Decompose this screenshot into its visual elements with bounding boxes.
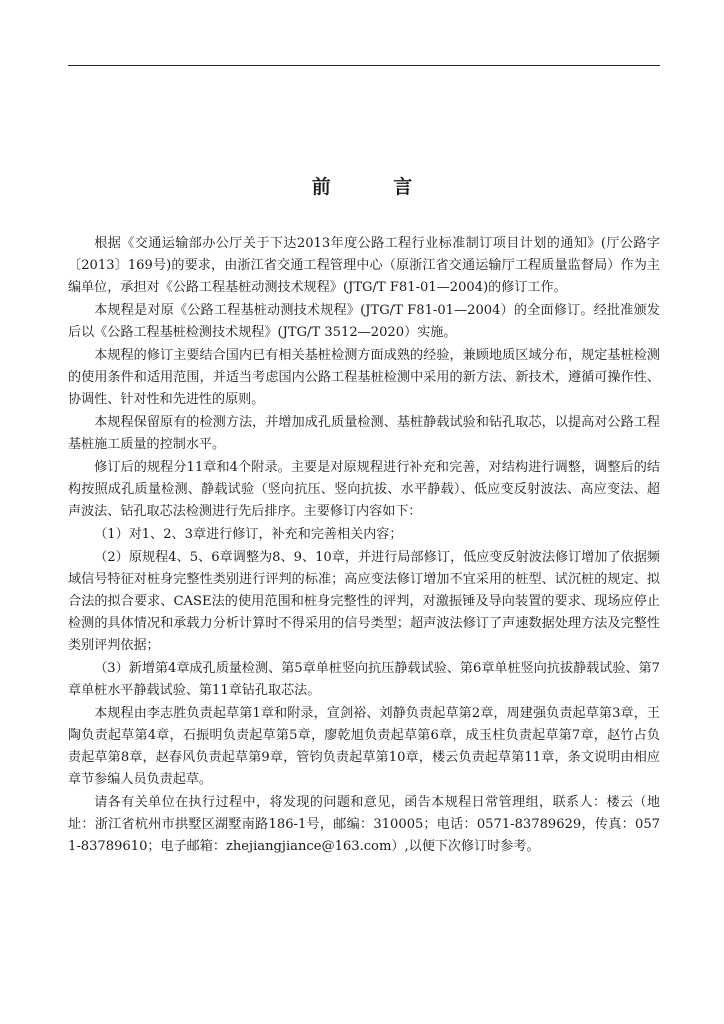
list-item-2: （2）原规程4、5、6章调整为8、9、10章，并进行局部修订，低应变反射波法修订增加了依据频域信号特征对桩身完整性类别进行评判的标准；高应变法修订增加不宜采用的桩型、试沉桩的规定、拟合法的拟合要求、CASE法的使用范围和桩身完整性的评判，对激振锤及导向装置的要求、现场应停止检测的具体情况和承载力分析计算时不得采用的信号类型；超声波法修订了声速数据处理方法及完整性类别评判依据； [68,550,660,653]
page-title: 前 言 [311,176,441,198]
paragraph-3: 本规程的修订主要结合国内已有相关基桩检测方面成熟的经验，兼顾地质区域分布，规定基桩检测的使用条件和适用范围，并适当考虑国内公路工程基桩检测中采用的新方法、新技术，遵循可操作性、协调性、针对性和先进性的原则。 [68,348,660,407]
paragraph-2: 本规程是对原《公路工程基桩动测技术规程》(JTG/T F81-01—2004）的全面修订。经批准颁发后以《公路工程基桩检测技术规程》(JTG/T 3512—2020）实施。 [68,303,660,340]
list-item-3: （3）新增第4章成孔质量检测、第5章单桩竖向抗压静载试验、第6章单桩竖向抗拔静载试验、第7章单桩水平静载试验、第11章钻孔取芯法。 [68,661,660,698]
paragraph-1: 根据《交通运输部办公厅关于下达2013年度公路工程行业标准制订项目计划的通知》(厅公路字〔2013〕169号)的要求，由浙江省交通工程管理中心（原浙江省交通运输厅工程质量监督局）作为主编单位，承担对《公路工程基桩动测技术规程》(JTG/T F81-01—2004)的修订工作。 [68,236,660,295]
paragraph-4: 本规程保留原有的检测方法，并增加成孔质量检测、基桩静载试验和钻孔取芯，以提高对公路工程基桩施工质量的控制水平。 [68,415,660,452]
paragraph-5: 修订后的规程分11章和4个附录。主要是对原规程进行补充和完善，对结构进行调整，调整后的结构按照成孔质量检测、静载试验（竖向抗压、竖向抗拔、水平静载）、低应变反射波法、高应变法、超声波法、钻孔取芯法检测进行先后排序。主要修订内容如下： [68,460,660,519]
header-rule [68,65,660,66]
paragraph-contact: 请各有关单位在执行过程中，将发现的问题和意见，函告本规程日常管理组，联系人：楼云（地址：浙江省杭州市拱墅区湖墅南路186-1号，邮编：310005；电话：0571-83789629，传真：0571-83789610；电子邮箱：zhejiangjiance@163.com）,以便下次修订时参考。 [68,795,660,854]
body-text [68,233,660,859]
paragraph-drafters: 本规程由李志胜负责起草第1章和附录，宣剑裕、刘静负责起草第2章，周建强负责起草第3章，王陶负责起草第4章，石振明负责起草第5章，廖乾旭负责起草第6章，成玉柱负责起草第7章，赵竹占负责起草第8章，赵春风负责起草第9章，管钧负责起草第10章，楼云负责起草第11章，条文说明由相应章节参编人员负责起草。 [68,706,660,787]
list-item-1: （1）对1、2、3章进行修订，补充和完善相关内容； [94,527,403,542]
